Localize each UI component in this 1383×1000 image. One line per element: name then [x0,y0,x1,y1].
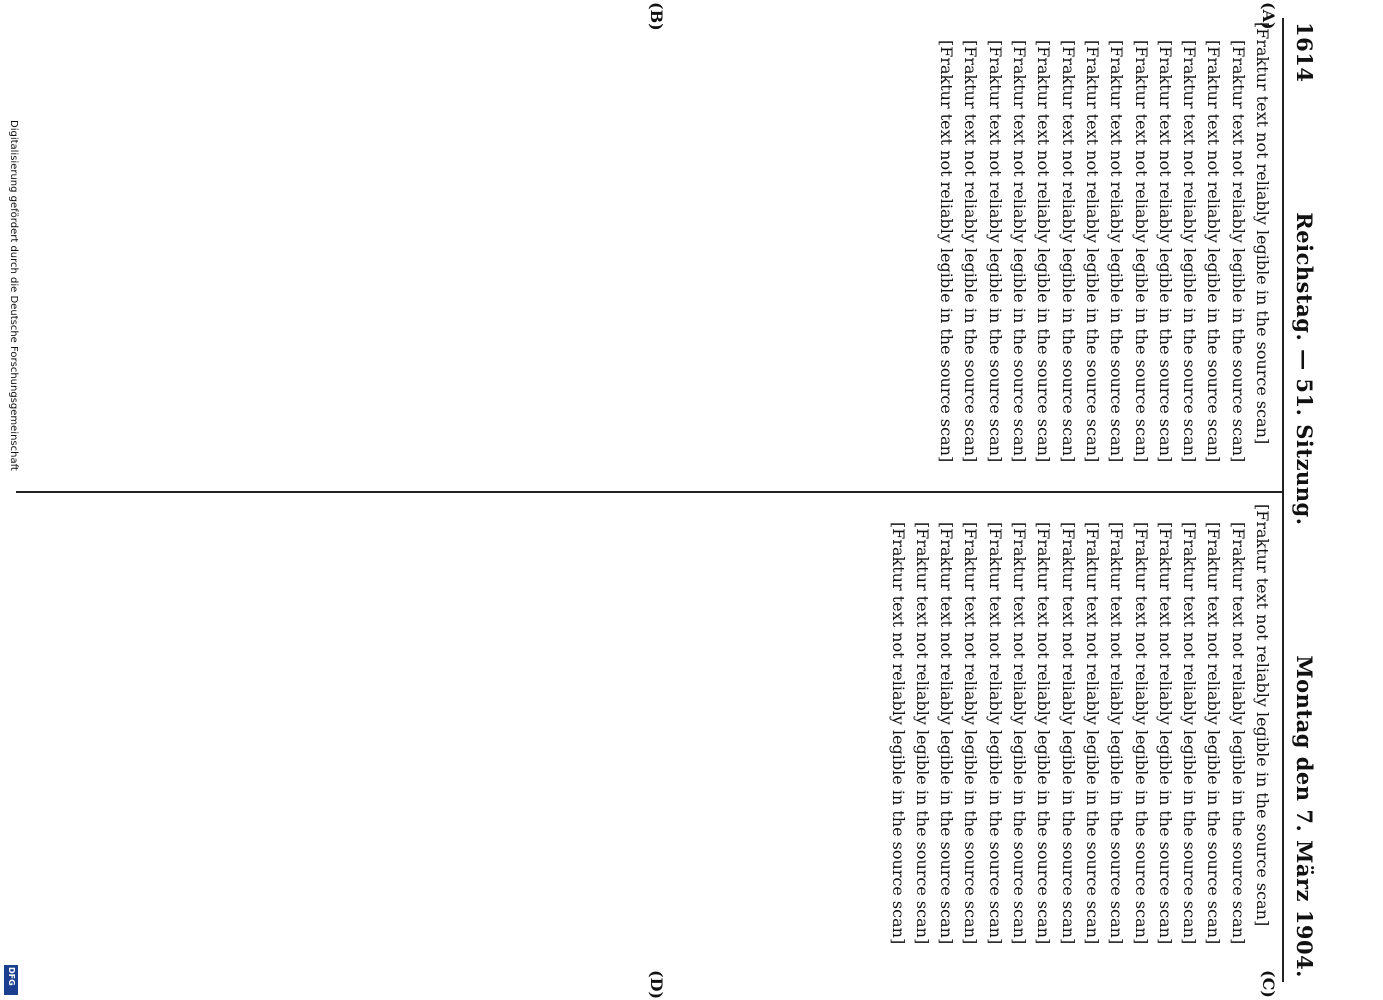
paragraph: [Fraktur text not reliably legible in the source scan] [961,40,981,463]
paragraph: [Fraktur text not reliably legible in the source scan] [1010,40,1030,463]
right-text-column [18,504,1274,964]
paragraph: [Fraktur text not reliably legible in the source scan] [1228,522,1248,945]
paragraph: [Fraktur text not reliably legible in the source scan] [1034,40,1054,463]
paragraph: [Fraktur text not reliably legible in the source scan] [1131,40,1151,463]
paragraph: [Fraktur text not reliably legible in the source scan] [1180,40,1200,463]
paragraph: [Fraktur text not reliably legible in the source scan] [1058,40,1078,463]
paragraph: [Fraktur text not reliably legible in the source scan] [937,40,957,463]
paragraph: [Fraktur text not reliably legible in the source scan] [888,522,908,945]
left-text-column [18,22,1274,480]
paragraph: [Fraktur text not reliably legible in the source scan] [1204,522,1224,945]
paragraph: [Fraktur text not reliably legible in the source scan] [961,522,981,945]
paragraph: [Fraktur text not reliably legible in the source scan] [1131,522,1151,945]
paragraph: [Fraktur text not reliably legible in the source scan] [1253,504,1272,927]
margin-mark-c: (C) [1259,970,1278,998]
paragraph: [Fraktur text not reliably legible in the source scan] [1253,22,1272,445]
paragraph: [Fraktur text not reliably legible in the source scan] [1010,522,1030,945]
paragraph: [Fraktur text not reliably legible in the source scan] [1204,40,1224,463]
paragraph: [Fraktur text not reliably legible in the source scan] [1082,40,1102,463]
column-divider [16,491,1282,493]
session-date: Montag den 7. März 1904. [1292,655,1318,978]
margin-mark-b: (B) [647,2,666,31]
header-rule [1282,18,1284,982]
paragraph: [Fraktur text not reliably legible in the source scan] [1034,522,1054,945]
paragraph: [Fraktur text not reliably legible in the source scan] [1058,522,1078,945]
margin-mark-a: (A) [1259,2,1278,30]
paragraph: [Fraktur text not reliably legible in the source scan] [985,522,1005,945]
paragraph: [Fraktur text not reliably legible in the source scan] [1155,522,1175,945]
paragraph: [Fraktur text not reliably legible in the source scan] [1107,40,1127,463]
paragraph: [Fraktur text not reliably legible in the source scan] [1180,522,1200,945]
paragraph: [Fraktur text not reliably legible in the source scan] [1082,522,1102,945]
dfg-logo-text: DFG [7,967,16,986]
page-header [1288,22,1322,978]
digitization-credit-text: Digitalisierung gefördert durch die Deutsche Forschungsgemeinschaft [8,120,19,471]
paragraph: [Fraktur text not reliably legible in the source scan] [912,522,932,945]
paragraph: [Fraktur text not reliably legible in the source scan] [1155,40,1175,463]
margin-mark-d: (D) [647,970,666,1000]
paragraph: [Fraktur text not reliably legible in the source scan] [937,522,957,945]
paragraph: [Fraktur text not reliably legible in the source scan] [1107,522,1127,945]
page-number: 1614 [1292,22,1318,83]
paragraph: [Fraktur text not reliably legible in the source scan] [1228,40,1248,463]
session-title: Reichstag. — 51. Sitzung. [1292,212,1318,526]
paragraph: [Fraktur text not reliably legible in the source scan] [985,40,1005,463]
